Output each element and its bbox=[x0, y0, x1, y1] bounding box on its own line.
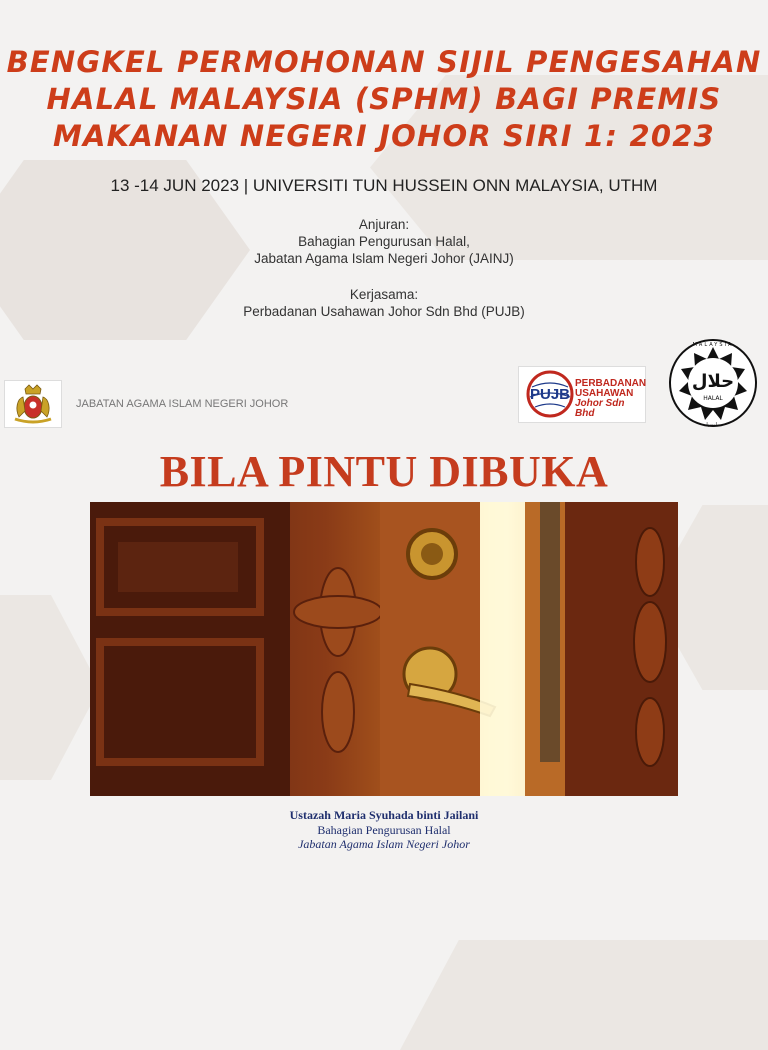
pujb-mark: PUJB bbox=[529, 386, 571, 403]
jainj-crest-logo bbox=[4, 380, 62, 428]
organizer-label: Anjuran: bbox=[358, 217, 410, 232]
partner-block bbox=[0, 286, 768, 320]
pujb-logo bbox=[518, 366, 646, 423]
event-title bbox=[0, 44, 768, 155]
pujb-wordmark bbox=[575, 379, 646, 419]
speaker-unit: Bahagian Pengurusan Halal bbox=[317, 822, 451, 837]
event-dateline: 13 -14 JUN 2023 | UNIVERSITI TUN HUSSEIN ONN MALAYSIA, UTHM bbox=[110, 176, 658, 195]
bg-hexagon bbox=[400, 940, 768, 1050]
event-title-line: BENGKEL PERMOHONAN SIJIL PENGESAHAN bbox=[6, 45, 762, 79]
halal-ring-arabic: مليسيا bbox=[706, 422, 720, 428]
bg-hexagon bbox=[0, 595, 100, 780]
door-photo bbox=[90, 502, 678, 796]
organizer-block bbox=[0, 216, 768, 267]
partner-name: Perbadanan Usahawan Johor Sdn Bhd (PUJB) bbox=[243, 304, 525, 319]
halal-ring-text: MALAYSIA bbox=[692, 342, 734, 348]
partner-label: Kerjasama: bbox=[349, 287, 419, 302]
halal-logo bbox=[668, 338, 758, 428]
headline: BILA PINTU DIBUKA bbox=[159, 447, 609, 496]
speaker-dept: Jabatan Agama Islam Negeri Johor bbox=[298, 837, 470, 851]
event-title-line: MAKANAN NEGERI JOHOR SIRI 1: 2023 bbox=[52, 119, 716, 153]
organizer-line: Jabatan Agama Islam Negeri Johor (JAINJ) bbox=[254, 251, 514, 266]
pujb-line: PERBADANAN bbox=[575, 378, 647, 389]
halal-arabic: حلال bbox=[691, 371, 735, 392]
pujb-line: USAHAWAN bbox=[575, 388, 634, 399]
pujb-line: Johor Sdn Bhd bbox=[575, 398, 625, 419]
speaker-name: Ustazah Maria Syuhada binti Jailani bbox=[289, 808, 479, 822]
jainj-name: JABATAN AGAMA ISLAM NEGERI JOHOR bbox=[76, 398, 289, 410]
event-title-line: HALAL MALAYSIA (SPHM) BAGI PREMIS bbox=[46, 82, 722, 116]
speaker-block bbox=[0, 808, 768, 852]
organizer-line: Bahagian Pengurusan Halal, bbox=[298, 234, 470, 249]
halal-word: HALAL bbox=[703, 395, 723, 402]
